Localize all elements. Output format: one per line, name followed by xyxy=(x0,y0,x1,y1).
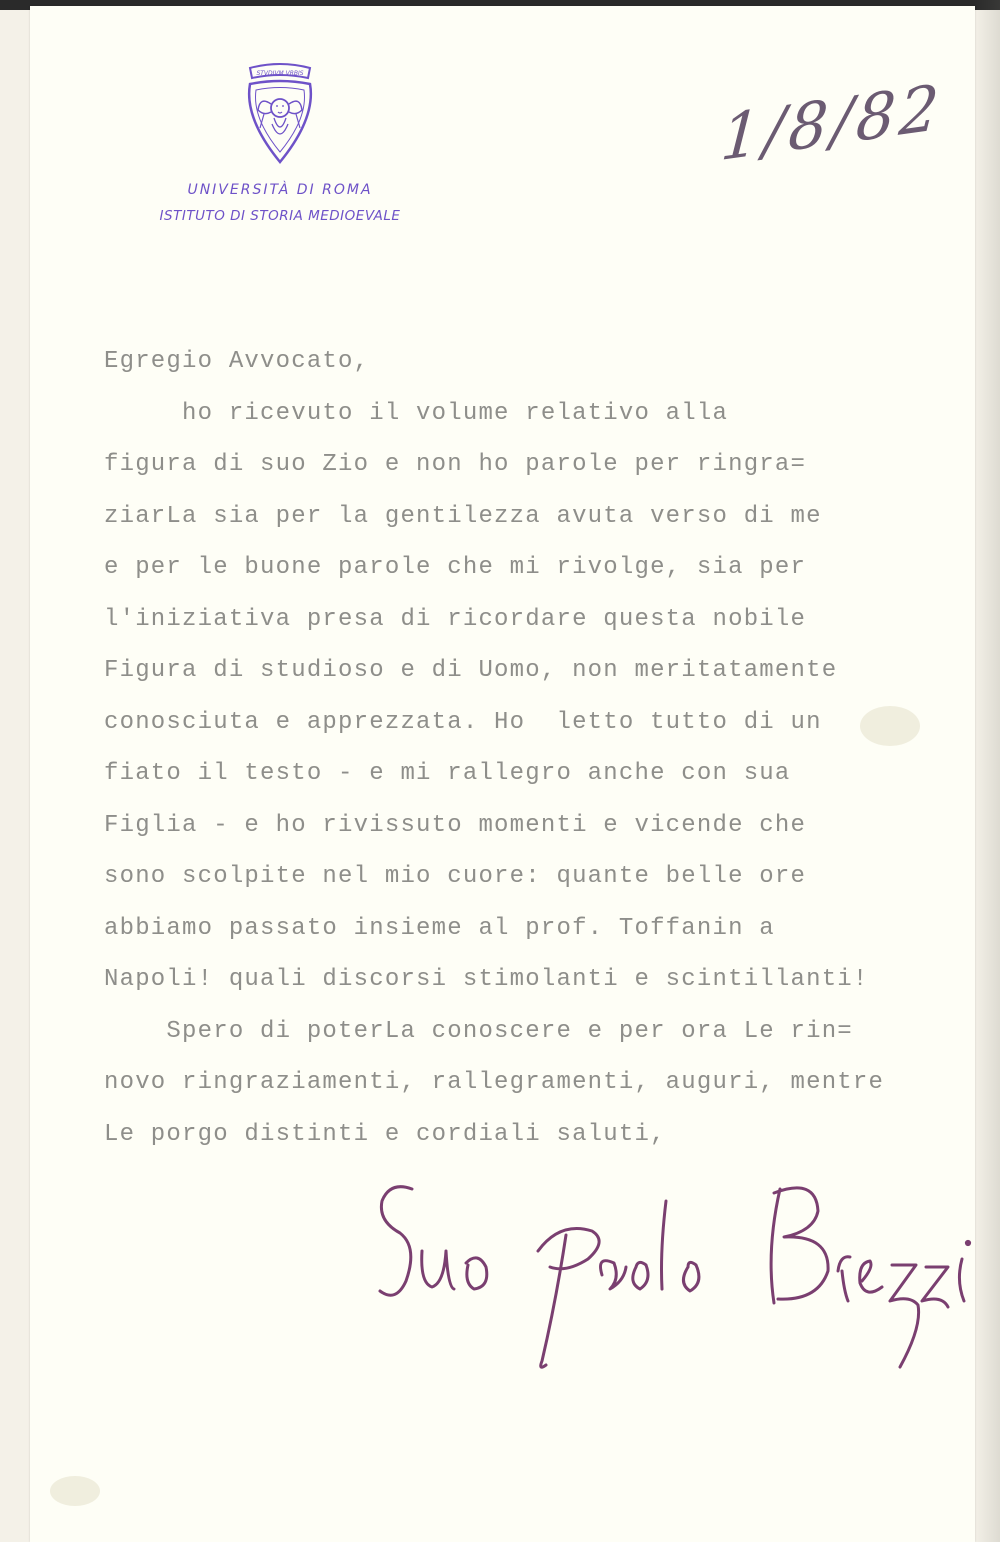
letter-line: Spero di poterLa conoscere e per ora Le rin= xyxy=(104,1017,853,1045)
scan-right-shadow xyxy=(974,0,1000,1542)
letter-line: Napoli! quali discorsi stimolanti e scintillanti! xyxy=(104,966,869,993)
paper-stain xyxy=(50,1476,100,1506)
letter-line: abbiamo passato insieme al prof. Toffanin a xyxy=(104,914,775,942)
university-seal-icon xyxy=(244,58,316,168)
letter-line: Figlia - e ho rivissuto momenti e vicende che xyxy=(104,811,807,839)
letter-page xyxy=(30,6,975,1542)
letter-line: sono scolpite nel mio cuore: quante belle ore xyxy=(104,863,807,890)
letter-line: Figura di studioso e di Uomo, non meritatamente xyxy=(104,657,838,684)
letter-line: Le porgo distinti e cordiali saluti, xyxy=(104,1120,666,1148)
handwritten-date: 1/8/82 xyxy=(718,69,946,176)
letterhead-institute: ISTITUTO DI STORIA MEDIOEVALE xyxy=(159,208,401,224)
letter-line: conosciuta e apprezzata. Ho letto tutto di un xyxy=(104,708,822,736)
letter-line: novo ringraziamenti, rallegramenti, auguri, mentre xyxy=(104,1069,885,1096)
letter-line: figura di suo Zio e non ho parole per ringra= xyxy=(104,451,807,478)
letter-line: ho ricevuto il volume relativo alla xyxy=(104,399,729,427)
letter-body xyxy=(104,336,934,1160)
letter-line: l'iniziativa presa di ricordare questa nobile xyxy=(104,605,807,633)
salutation: Egregio Avvocato, xyxy=(104,348,370,375)
letter-line: ziarLa sia per la gentilezza avuta verso di me xyxy=(104,502,822,530)
letter-line: e per le buone parole che mi rivolge, sia per xyxy=(104,554,807,581)
handwritten-signature xyxy=(370,1171,990,1381)
letterhead-university: UNIVERSITÀ DI ROMA xyxy=(187,182,373,198)
letterhead xyxy=(130,58,430,224)
seal-motto: STVDIVM VRBIS xyxy=(256,70,304,77)
letter-line: fiato il testo - e mi rallegro anche con sua xyxy=(104,760,791,787)
